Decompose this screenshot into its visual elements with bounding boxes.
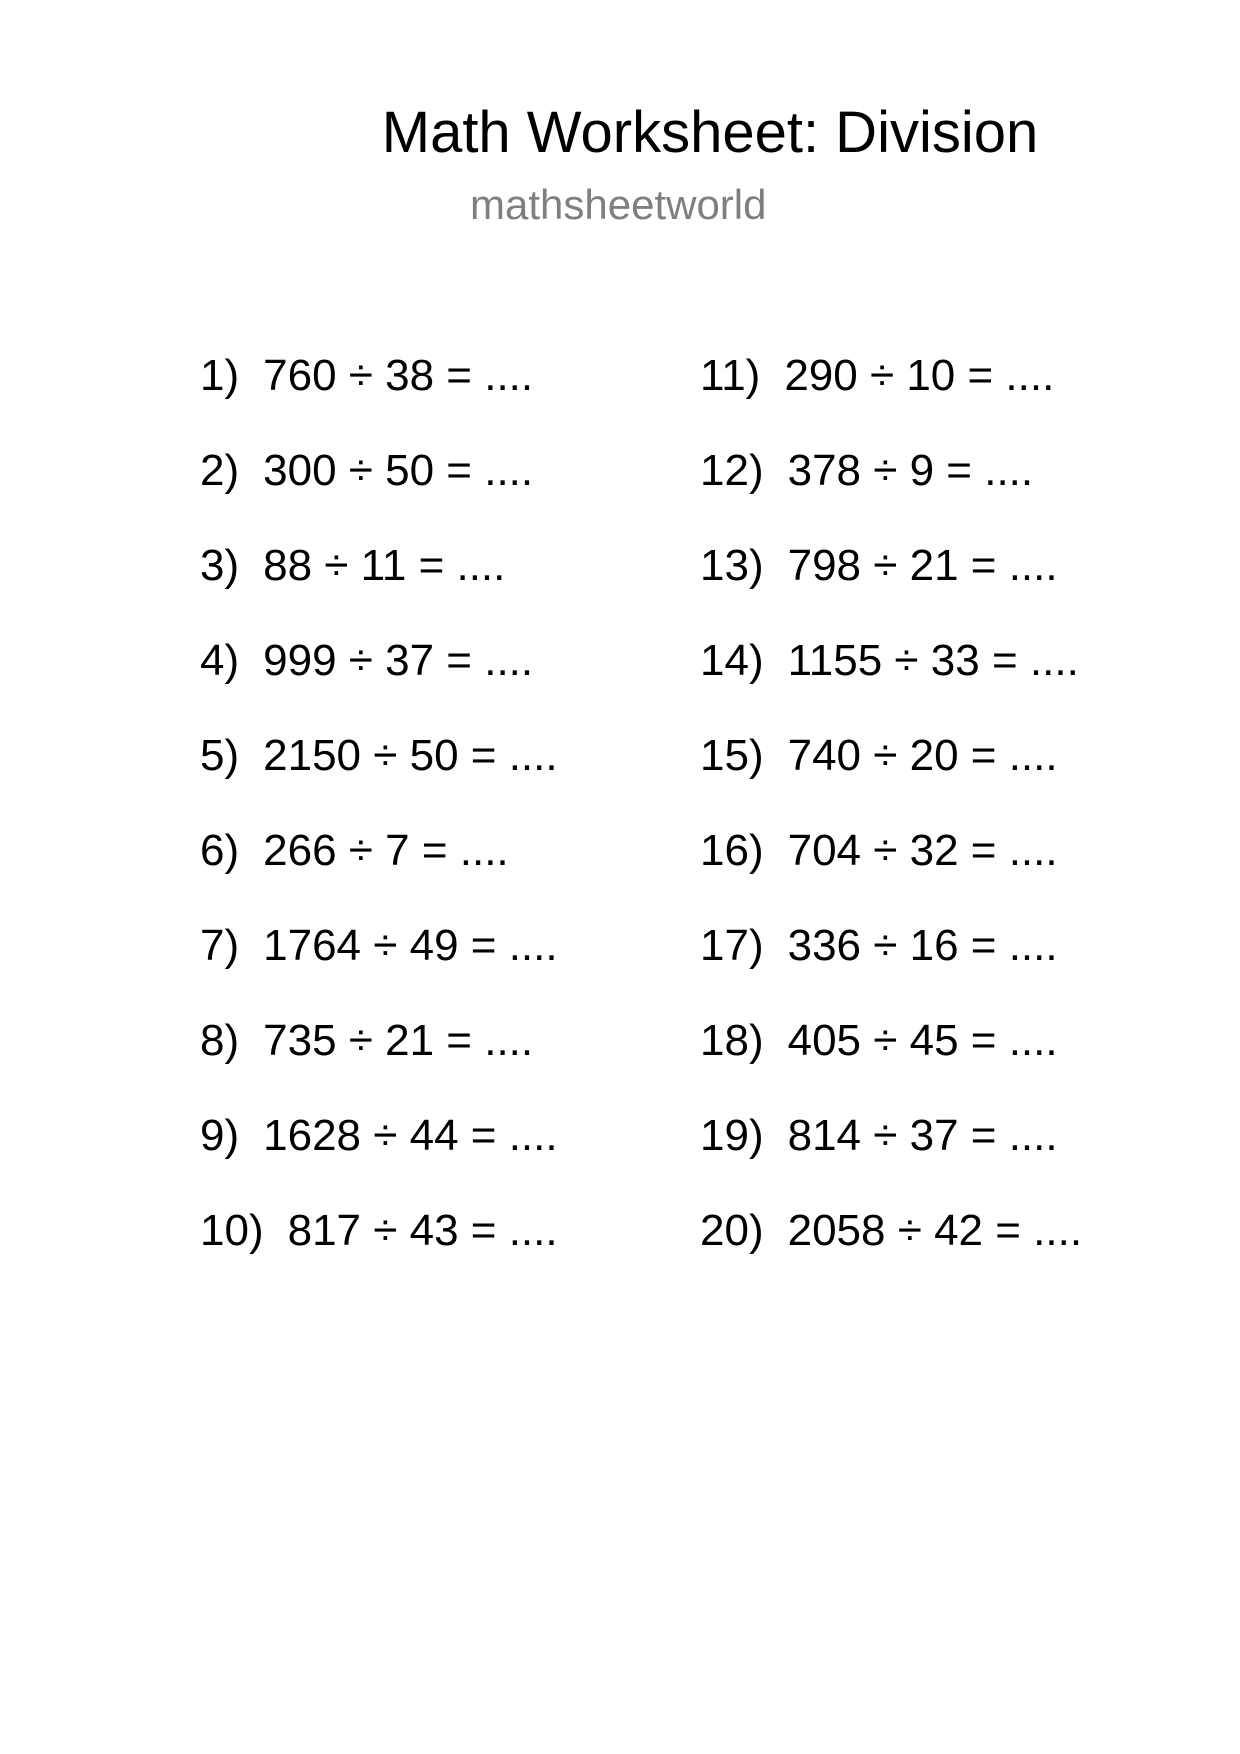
problem-number: 13) xyxy=(700,541,764,590)
problem-item xyxy=(700,1013,1180,1108)
problem-expression: 2150 ÷ 50 = .... xyxy=(263,731,558,780)
problem-item xyxy=(200,1203,680,1298)
problem-item xyxy=(200,633,680,728)
problem-item xyxy=(700,348,1180,443)
problem-expression: 999 ÷ 37 = .... xyxy=(263,636,534,685)
problem-number: 4) xyxy=(200,636,240,685)
problem-item xyxy=(700,823,1180,918)
problem-expression: 88 ÷ 11 = .... xyxy=(263,541,506,590)
problem-expression: 290 ÷ 10 = .... xyxy=(784,351,1055,400)
problem-expression: 760 ÷ 38 = .... xyxy=(263,351,534,400)
problem-item xyxy=(700,443,1180,538)
problem-item xyxy=(200,823,680,918)
problem-number: 9) xyxy=(200,1111,240,1160)
problem-expression: 817 ÷ 43 = .... xyxy=(287,1206,558,1255)
problem-expression: 300 ÷ 50 = .... xyxy=(263,446,534,495)
problem-item xyxy=(200,538,680,633)
problem-item xyxy=(200,918,680,1013)
problem-number: 12) xyxy=(700,446,764,495)
problem-item xyxy=(700,728,1180,823)
problem-number: 7) xyxy=(200,921,240,970)
problem-number: 11) xyxy=(700,351,761,400)
problem-expression: 336 ÷ 16 = .... xyxy=(787,921,1058,970)
problem-item xyxy=(700,918,1180,1013)
problem-number: 3) xyxy=(200,541,240,590)
problem-number: 15) xyxy=(700,731,764,780)
problem-list-right xyxy=(700,348,1180,1298)
page-subtitle: mathsheetworld xyxy=(470,181,767,228)
problem-list-left xyxy=(200,348,680,1298)
problem-number: 8) xyxy=(200,1016,240,1065)
problem-number: 2) xyxy=(200,446,240,495)
problem-expression: 2058 ÷ 42 = .... xyxy=(787,1206,1083,1255)
problem-expression: 1628 ÷ 44 = .... xyxy=(263,1111,558,1160)
problem-number: 19) xyxy=(700,1111,764,1160)
problem-item xyxy=(700,1203,1180,1298)
problem-expression: 798 ÷ 21 = .... xyxy=(787,541,1058,590)
problem-expression: 814 ÷ 37 = .... xyxy=(787,1111,1058,1160)
problem-item xyxy=(700,1108,1180,1203)
problem-number: 14) xyxy=(700,636,764,685)
problem-item xyxy=(700,538,1180,633)
problem-item xyxy=(200,1108,680,1203)
problem-expression: 740 ÷ 20 = .... xyxy=(787,731,1058,780)
problem-expression: 378 ÷ 9 = .... xyxy=(787,446,1034,495)
problem-number: 20) xyxy=(700,1206,764,1255)
page-title: Math Worksheet: Division xyxy=(381,100,1039,165)
problem-expression: 704 ÷ 32 = .... xyxy=(787,826,1058,875)
problem-expression: 735 ÷ 21 = .... xyxy=(263,1016,534,1065)
problem-item xyxy=(200,348,680,443)
problem-number: 10) xyxy=(200,1206,264,1255)
problem-expression: 405 ÷ 45 = .... xyxy=(787,1016,1058,1065)
problem-number: 17) xyxy=(700,921,764,970)
problem-number: 16) xyxy=(700,826,764,875)
problem-number: 6) xyxy=(200,826,240,875)
problem-number: 1) xyxy=(200,351,240,400)
problem-item xyxy=(700,633,1180,728)
problem-item xyxy=(200,1013,680,1108)
problem-expression: 266 ÷ 7 = .... xyxy=(263,826,509,875)
problem-expression: 1155 ÷ 33 = .... xyxy=(787,636,1079,685)
problem-item xyxy=(200,443,680,538)
problem-item xyxy=(200,728,680,823)
problem-expression: 1764 ÷ 49 = .... xyxy=(263,921,558,970)
problem-number: 5) xyxy=(200,731,240,780)
problem-number: 18) xyxy=(700,1016,764,1065)
